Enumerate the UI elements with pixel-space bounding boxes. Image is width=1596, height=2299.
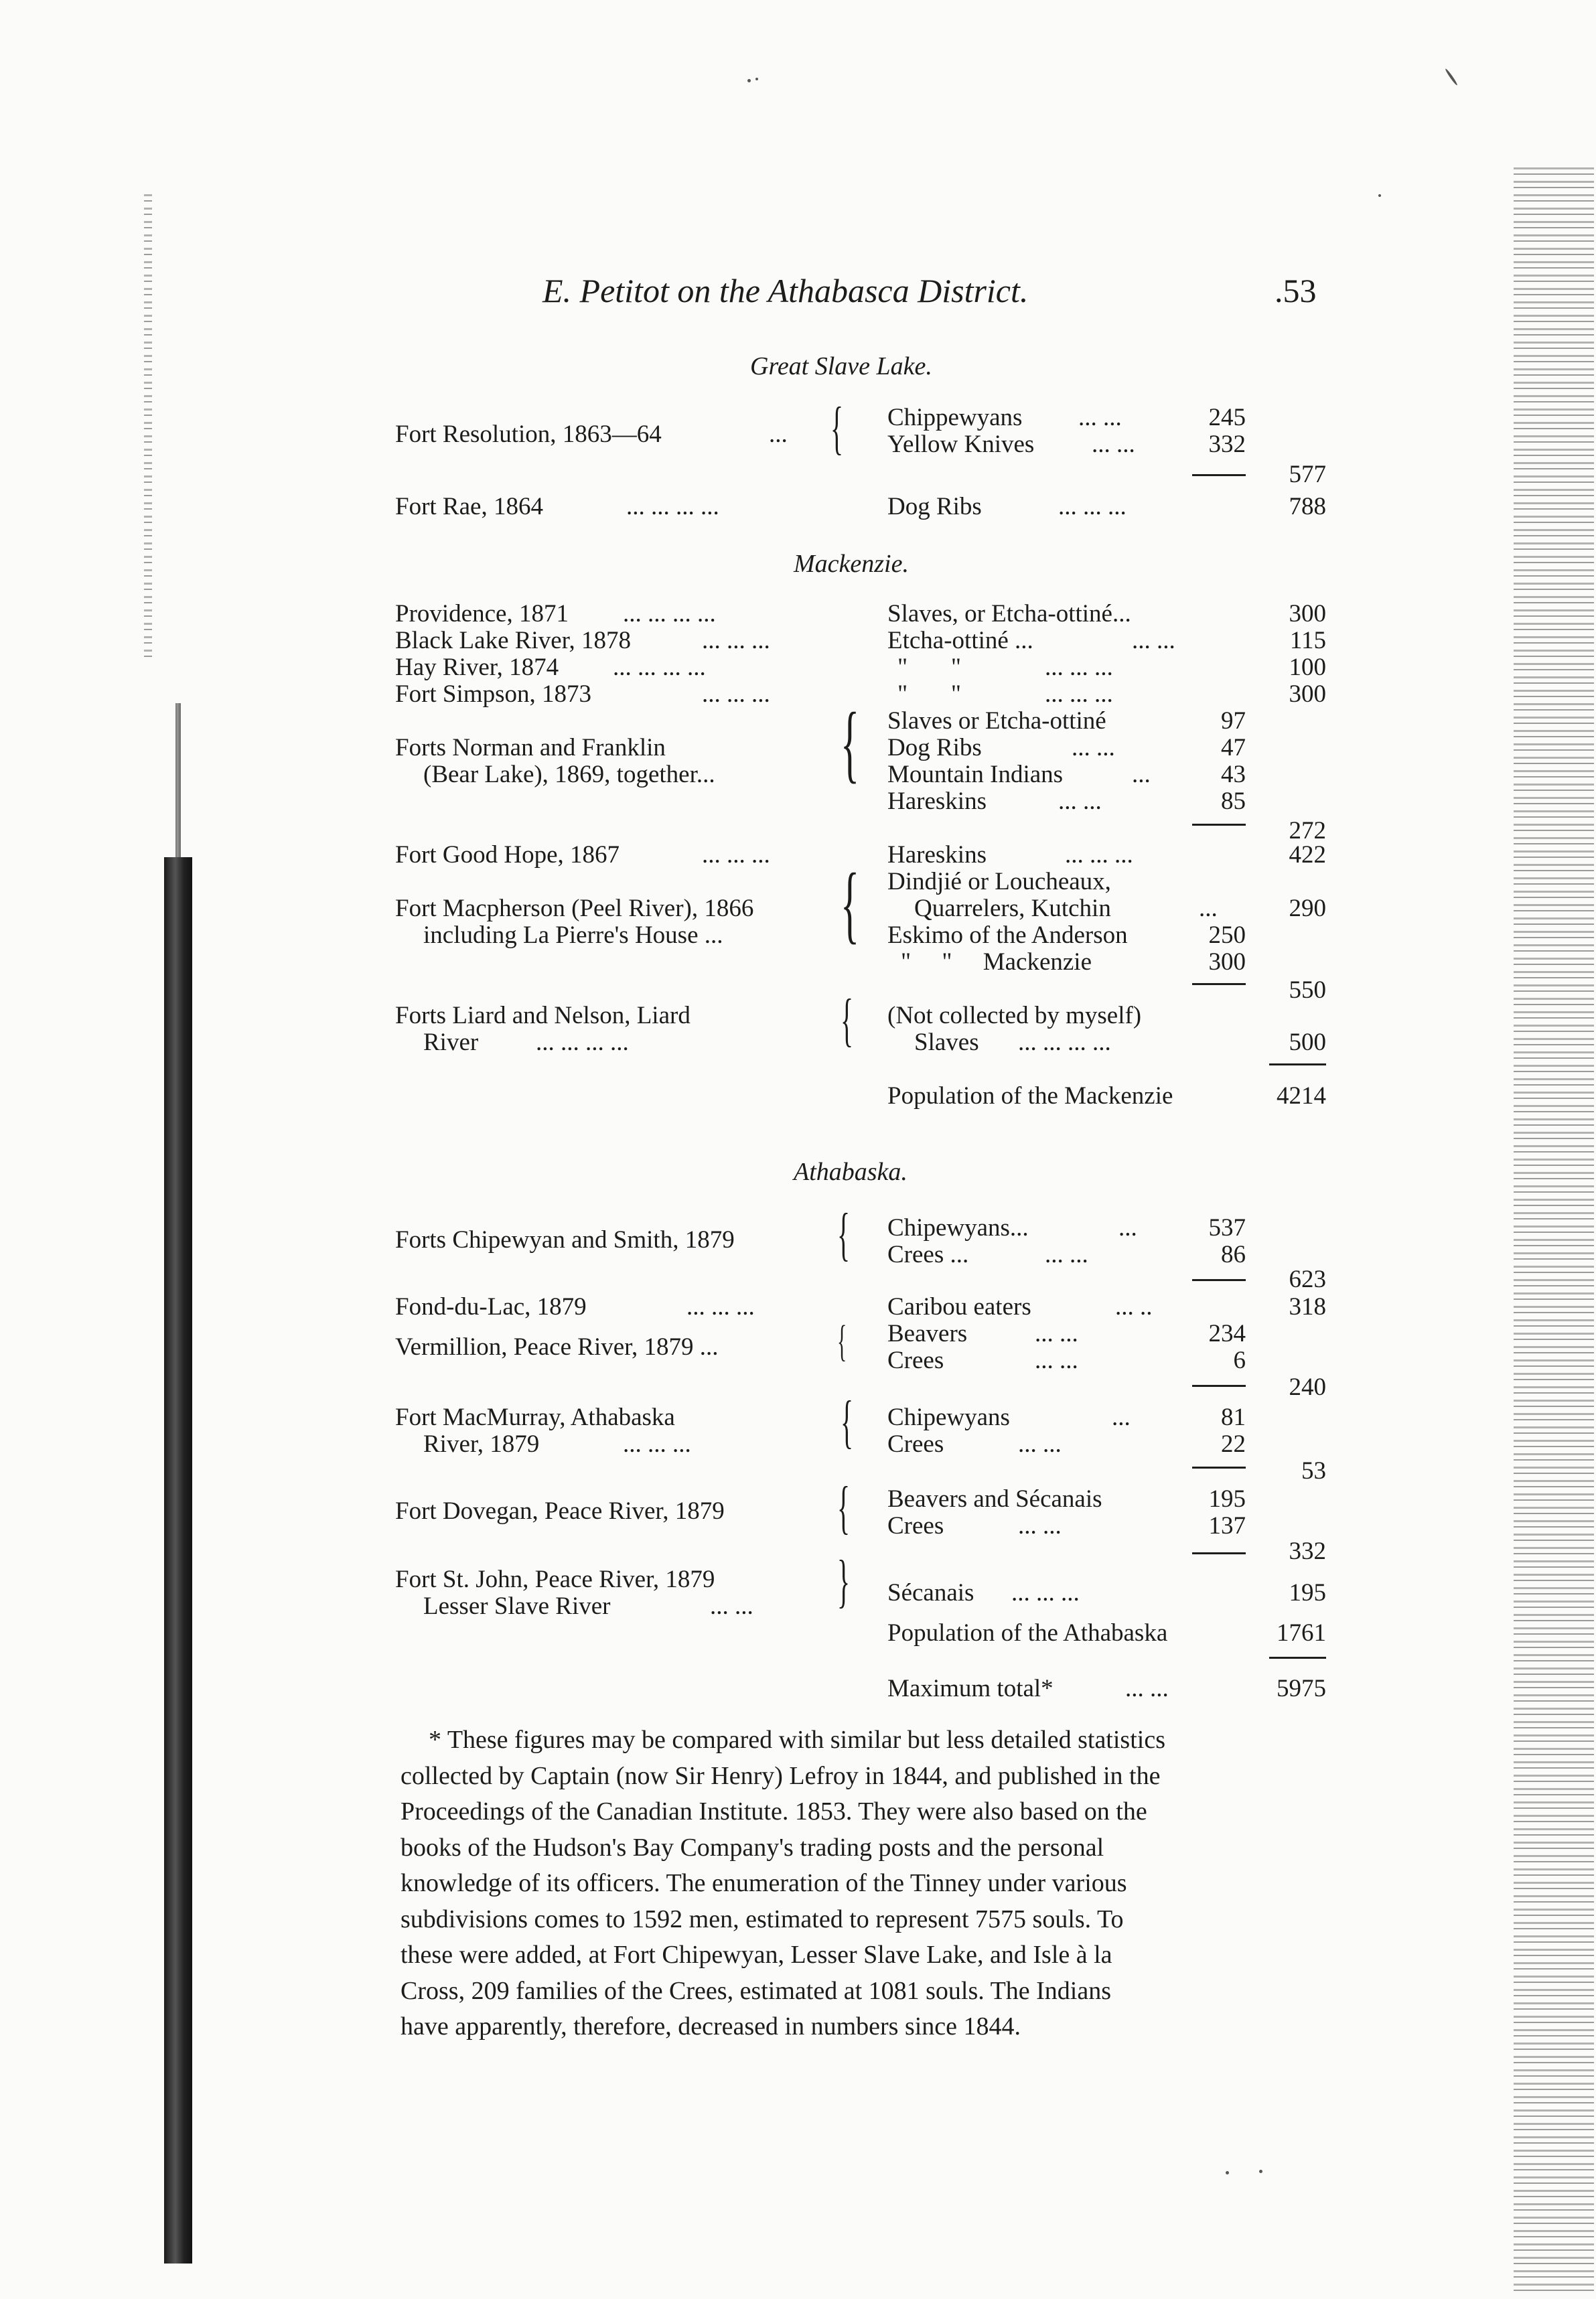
brace: { — [837, 1202, 851, 1267]
sum-rule — [1192, 1279, 1246, 1281]
leader-dots: ... .. — [1115, 1293, 1153, 1321]
leader-dots: ... ... ... — [623, 1430, 691, 1458]
sum-rule — [1192, 824, 1246, 826]
footnote-line: subdivisions comes to 1592 men, estimated to represent 7575 souls. To — [401, 1905, 1124, 1933]
place: River, 1879 — [423, 1430, 540, 1458]
leader-dots: ... ... — [1058, 788, 1102, 815]
leader-dots: ... ... ... ... — [1018, 1029, 1111, 1056]
place: Fort St. John, Peace River, 1879 — [395, 1566, 715, 1593]
leader-dots: ... ... — [1078, 404, 1122, 431]
tribe: Dindjié or Loucheaux, — [887, 868, 1111, 895]
section-title-mackenzie: Mackenzie. — [794, 550, 909, 578]
leader-dots: ... ... ... — [686, 1293, 755, 1321]
total: 577 — [1289, 461, 1326, 488]
total: 53 — [1301, 1457, 1326, 1485]
brace: } — [837, 1549, 851, 1614]
value: 47 — [1221, 734, 1246, 761]
speck — [1259, 2170, 1262, 2173]
total: 195 — [1289, 1579, 1326, 1607]
place: Black Lake River, 1878 — [395, 627, 631, 654]
page-number: .53 — [1275, 272, 1317, 309]
leader-dots: ... — [1112, 1404, 1131, 1431]
place: Hay River, 1874 — [395, 654, 559, 681]
tribe: Chipewyans — [887, 1404, 1010, 1431]
ditto: " " — [897, 654, 961, 681]
leader-dots: ... — [1132, 761, 1151, 788]
speck — [1445, 68, 1458, 86]
value: 250 — [1208, 921, 1246, 949]
value: 6 — [1233, 1347, 1246, 1374]
total: 240 — [1289, 1374, 1326, 1401]
leader-dots: ... ... — [1132, 627, 1175, 654]
leader-dots: ... — [1199, 895, 1218, 922]
place: including La Pierre's House ... — [423, 921, 723, 949]
place: Vermillion, Peace River, 1879 ... — [395, 1333, 719, 1361]
place: Forts Chipewyan and Smith, 1879 — [395, 1226, 735, 1254]
total: 100 — [1289, 654, 1326, 681]
tribe: Etcha-ottiné ... — [887, 627, 1033, 654]
footnote-line: books of the Hudson's Bay Company's trading posts and the personal — [401, 1833, 1104, 1862]
page-edge-left — [144, 194, 152, 663]
leader-dots: ... ... — [1035, 1347, 1078, 1374]
sum-rule — [1269, 1063, 1326, 1065]
binding-shadow — [164, 857, 192, 2264]
footnote-line: these were added, at Fort Chipewyan, Lesser Slave Lake, and Isle à la — [401, 1941, 1112, 1969]
tribe: Eskimo of the Anderson — [887, 921, 1128, 949]
total: 788 — [1289, 493, 1326, 520]
sum-rule — [1192, 1552, 1246, 1554]
brace: { — [841, 1390, 854, 1455]
leader-dots: ... — [1118, 1214, 1137, 1242]
sum-rule — [1192, 1385, 1246, 1387]
total: 272 — [1289, 817, 1326, 844]
value: 43 — [1221, 761, 1246, 788]
place: Forts Norman and Franklin — [395, 734, 666, 761]
speck — [755, 78, 758, 80]
place: Fort MacMurray, Athabaska — [395, 1404, 675, 1431]
brace: { — [837, 1475, 851, 1540]
place: Fort Resolution, 1863—64 — [395, 421, 662, 448]
ditto: " " — [897, 680, 961, 708]
sum-rule — [1269, 1657, 1326, 1659]
tribe: Hareskins — [887, 841, 987, 869]
leader-dots: ... ... ... — [702, 627, 770, 654]
total: 550 — [1289, 976, 1326, 1004]
tribe: Dog Ribs — [887, 734, 982, 761]
value: 85 — [1221, 788, 1246, 815]
place: Fort Macpherson (Peel River), 1866 — [395, 895, 754, 922]
brace: { — [841, 856, 860, 952]
population-mackenzie-label: Population of the Mackenzie — [887, 1082, 1173, 1110]
population-athabaska-total: 1761 — [1277, 1619, 1326, 1647]
tribe: Dog Ribs — [887, 493, 982, 520]
value: 81 — [1221, 1404, 1246, 1431]
tribe: Slaves, or Etcha-ottiné... — [887, 600, 1131, 627]
tribe: Crees — [887, 1512, 944, 1540]
leader-dots: ... ... ... — [1045, 680, 1113, 708]
tribe: Quarrelers, Kutchin — [914, 895, 1111, 922]
leader-dots: ... ... ... — [1065, 841, 1133, 869]
place: Providence, 1871 — [395, 600, 569, 627]
population-mackenzie-total: 4214 — [1277, 1082, 1326, 1110]
place: Fort Simpson, 1873 — [395, 680, 591, 708]
value: 300 — [1208, 948, 1246, 976]
value: 195 — [1208, 1485, 1246, 1513]
total: 422 — [1289, 841, 1326, 869]
total: 290 — [1289, 895, 1326, 922]
total: 115 — [1289, 627, 1326, 654]
page-edge — [1514, 167, 1594, 2297]
leader-dots: ... ... — [1072, 734, 1115, 761]
section-title-athabaska: Athabaska. — [794, 1158, 908, 1186]
value: 22 — [1221, 1430, 1246, 1458]
value: 86 — [1221, 1241, 1246, 1268]
footnote-line: Proceedings of the Canadian Institute. 1853. They were also based on the — [401, 1797, 1147, 1826]
tribe: Crees ... — [887, 1241, 969, 1268]
tribe: Hareskins — [887, 788, 987, 815]
sum-rule — [1192, 474, 1246, 476]
running-header: E. Petitot on the Athabasca District. — [542, 272, 1029, 309]
value: 245 — [1208, 404, 1246, 431]
sum-rule — [1192, 983, 1246, 985]
place: Forts Liard and Nelson, Liard — [395, 1002, 691, 1029]
tribe: Slaves or Etcha-ottiné — [887, 707, 1106, 735]
leader-dots: ... ... ... — [702, 841, 770, 869]
footnote — [401, 1722, 1338, 2045]
leader-dots: ... — [769, 421, 788, 448]
tribe: Caribou eaters — [887, 1293, 1031, 1321]
section-title-great-slave-lake: Great Slave Lake. — [750, 352, 932, 380]
total: 318 — [1289, 1293, 1326, 1321]
leader-dots: ... ... ... — [1045, 654, 1113, 681]
tribe: Beavers — [887, 1320, 968, 1347]
tribe: (Not collected by myself) — [887, 1002, 1142, 1029]
tribe: Yellow Knives — [887, 431, 1035, 458]
speck — [1226, 2171, 1229, 2174]
place: (Bear Lake), 1869, together... — [423, 761, 715, 788]
footnote-line: have apparently, therefore, decreased in numbers since 1844. — [401, 2012, 1021, 2041]
value: 332 — [1208, 431, 1246, 458]
place: River — [423, 1029, 479, 1056]
total: 623 — [1289, 1266, 1326, 1293]
leader-dots: ... ... ... ... — [626, 493, 719, 520]
sum-rule — [1192, 1467, 1246, 1469]
leader-dots: ... ... — [1092, 431, 1135, 458]
leader-dots: ... ... — [1125, 1675, 1169, 1702]
total: 300 — [1289, 680, 1326, 708]
footnote-line: collected by Captain (now Sir Henry) Lefroy in 1844, and published in the — [401, 1761, 1161, 1790]
leader-dots: ... ... ... ... — [613, 654, 706, 681]
total: 332 — [1289, 1538, 1326, 1565]
footnote-line: Cross, 209 families of the Crees, estimated at 1081 souls. The Indians — [401, 1976, 1112, 2005]
value: 137 — [1208, 1512, 1246, 1540]
leader-dots: ... ... — [710, 1592, 753, 1620]
ditto: " " Mackenzie — [901, 948, 1092, 976]
speck — [1378, 194, 1381, 197]
maximum-total-label: Maximum total* — [887, 1675, 1054, 1702]
value: 234 — [1208, 1320, 1246, 1347]
total: 500 — [1289, 1029, 1326, 1056]
place: Lesser Slave River — [423, 1592, 611, 1620]
population-athabaska-label: Population of the Athabaska — [887, 1619, 1168, 1647]
leader-dots: ... ... ... — [702, 680, 770, 708]
leader-dots: ... ... ... — [1058, 493, 1127, 520]
leader-dots: ... ... — [1018, 1512, 1062, 1540]
leader-dots: ... ... ... ... — [536, 1029, 629, 1056]
tribe: Crees — [887, 1347, 944, 1374]
place: Fort Rae, 1864 — [395, 493, 543, 520]
tribe: Mountain Indians — [887, 761, 1064, 788]
leader-dots: ... ... — [1045, 1241, 1088, 1268]
leader-dots: ... ... — [1018, 1430, 1062, 1458]
brace: { — [837, 1317, 847, 1365]
speck — [747, 79, 751, 82]
leader-dots: ... ... ... — [1011, 1579, 1080, 1607]
tribe: Crees — [887, 1430, 944, 1458]
leader-dots: ... ... — [1035, 1320, 1078, 1347]
place: Fort Good Hope, 1867 — [395, 841, 620, 869]
value: 537 — [1208, 1214, 1246, 1242]
maximum-total-value: 5975 — [1277, 1675, 1326, 1702]
tribe: Slaves — [914, 1029, 979, 1056]
leader-dots: ... ... ... ... — [623, 600, 716, 627]
binding-shadow-top — [175, 703, 181, 857]
tribe: Chippewyans — [887, 404, 1023, 431]
place: Fond-du-Lac, 1879 — [395, 1293, 587, 1321]
footnote-line: knowledge of its officers. The enumeration of the Tinney under various — [401, 1869, 1127, 1897]
brace: { — [841, 695, 860, 792]
tribe: Chipewyans... — [887, 1214, 1029, 1242]
place: Fort Dovegan, Peace River, 1879 — [395, 1497, 725, 1525]
brace: { — [830, 396, 844, 461]
value: 97 — [1221, 707, 1246, 735]
tribe: Beavers and Sécanais — [887, 1485, 1102, 1513]
total: 300 — [1289, 600, 1326, 627]
footnote-line: * These figures may be compared with similar but less detailed statistics — [429, 1726, 1165, 1754]
brace: { — [841, 988, 854, 1053]
tribe: Sécanais — [887, 1579, 974, 1607]
